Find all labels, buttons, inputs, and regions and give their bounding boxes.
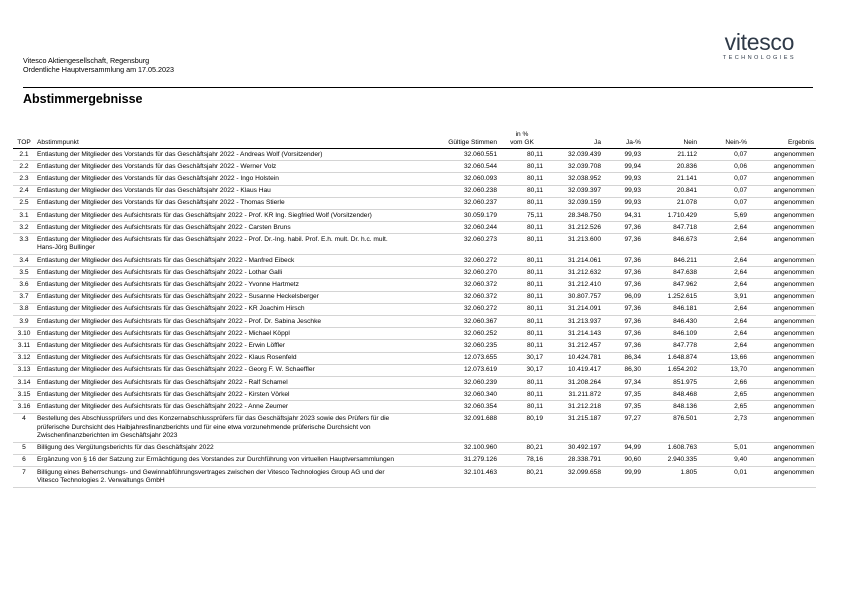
results-table	[13, 131, 816, 488]
cell-result: angenommen	[773, 199, 814, 207]
cell-item: Entlastung der Mitglieder des Aufsichtsrats für das Geschäftsjahr 2022 - Prof. Dr. Sabina Jeschke	[37, 317, 322, 325]
cell-result: angenommen	[773, 444, 814, 452]
cell-item: Entlastung der Mitglieder des Aufsichtsrats für das Geschäftsjahr 2022 - Prof. KR Ing. Siegfried Wolf (Vorsitzender)	[37, 211, 372, 219]
cell-no-pct: 5,69	[734, 211, 747, 219]
cell-valid: 32.060.340	[463, 390, 497, 398]
meeting-date: Ordentliche Hauptversammlung am 17.05.2023	[23, 65, 175, 74]
cell-no: 1.710.429	[667, 211, 697, 219]
cell-pct-gk: 80,11	[526, 199, 543, 207]
cell-yes-pct: 97,36	[624, 268, 641, 276]
cell-no: 846.211	[673, 256, 697, 264]
cell-item: Entlastung der Mitglieder des Vorstands für das Geschäftsjahr 2022 - Thomas Stierle	[37, 199, 285, 207]
cell-no-pct: 2,65	[734, 402, 747, 410]
cell-no: 20.841	[676, 187, 697, 195]
cell-yes: 31.215.187	[567, 415, 601, 423]
cell-item: Entlastung der Mitglieder des Aufsichtsrats für das Geschäftsjahr 2022 - Klaus Rosenfeld	[37, 354, 297, 362]
cell-item: Entlastung der Mitglieder des Aufsichtsrats für das Geschäftsjahr 2022 - KR Joachim Hirsch	[37, 305, 305, 313]
table-header-row	[13, 131, 816, 149]
cell-pct-gk: 80,11	[526, 162, 543, 170]
cell-yes-pct: 97,36	[624, 317, 641, 325]
cell-result: angenommen	[773, 456, 814, 464]
cell-valid: 32.060.272	[463, 256, 497, 264]
cell-result: angenommen	[773, 305, 814, 313]
cell-top: 3.14	[17, 378, 31, 386]
cell-no: 1.805	[680, 468, 697, 476]
cell-top: 2.2	[19, 162, 29, 170]
cell-pct-gk: 30,17	[526, 354, 543, 362]
cell-no: 846.109	[673, 329, 697, 337]
cell-no-pct: 2,64	[734, 280, 747, 288]
cell-item: Ergänzung von § 16 der Satzung zur Ermächtigung des Vorstandes zur Durchführung von virtuellen Hauptversammlungen	[37, 456, 394, 464]
cell-item: Billigung eines Beherrschungs- und Gewinnabführungsvertrages zwischen der Vitesco Technologies Group AG und der Vitesco Technologies 2. Verwaltungs GmbH	[37, 468, 385, 484]
cell-result: angenommen	[773, 211, 814, 219]
cell-yes: 10.424.781	[567, 354, 601, 362]
cell-no-pct: 2,65	[734, 390, 747, 398]
cell-valid: 32.060.372	[463, 280, 497, 288]
table-row	[13, 316, 816, 328]
cell-top: 5	[22, 444, 26, 452]
cell-top: 7	[22, 468, 26, 476]
cell-yes-pct: 97,34	[624, 378, 641, 386]
table-row	[13, 454, 816, 466]
cell-no: 848.468	[673, 390, 697, 398]
table-row	[13, 222, 816, 234]
cell-no-pct: 2,64	[734, 268, 747, 276]
company-info	[23, 56, 174, 74]
table-row	[13, 401, 816, 413]
cell-yes-pct: 97,35	[624, 402, 641, 410]
cell-top: 3.15	[17, 390, 31, 398]
cell-no: 2.940.335	[667, 456, 697, 464]
cell-yes: 31.212.457	[567, 341, 601, 349]
cell-yes-pct: 99,93	[624, 187, 641, 195]
cell-valid: 32.091.688	[463, 415, 497, 423]
cell-pct-gk: 80,19	[526, 415, 543, 423]
cell-item: Entlastung der Mitglieder des Aufsichtsrats für das Geschäftsjahr 2022 - Carsten Bruns	[37, 223, 291, 231]
cell-item: Entlastung der Mitglieder des Aufsichtsrats für das Geschäftsjahr 2022 - Kirsten Vörkel	[37, 390, 290, 398]
cell-yes-pct: 97,27	[624, 415, 641, 423]
cell-no-pct: 3,91	[734, 293, 747, 301]
cell-pct-gk: 80,11	[526, 402, 543, 410]
cell-item: Entlastung der Mitglieder des Vorstands für das Geschäftsjahr 2022 - Andreas Wolf (Vorsitzender)	[37, 150, 323, 158]
cell-item: Bestellung des Abschlussprüfers und des Konzernabschlussprüfers für das Geschäftsjahr 2023 sowie des Prüfers für die prüferische Durchsicht des Halbjahresfinanzberichts und für eine etwa vorzunehmende prüferische Durchsicht von Zwischenfinanzberichten im Geschäftsjahr 2023	[37, 415, 390, 439]
cell-top: 3.10	[17, 329, 31, 337]
cell-valid: 32.060.551	[463, 150, 497, 158]
cell-top: 6	[22, 456, 26, 464]
table-row	[13, 340, 816, 352]
col-header-top: TOP	[17, 139, 31, 146]
cell-result: angenommen	[773, 329, 814, 337]
table-row	[13, 389, 816, 401]
cell-yes-pct: 99,93	[624, 150, 641, 158]
cell-yes: 32.099.658	[567, 468, 601, 476]
cell-yes: 28.348.750	[567, 211, 601, 219]
cell-result: angenommen	[773, 415, 814, 423]
cell-yes: 32.038.952	[567, 174, 601, 182]
col-header-yes: Ja	[594, 139, 601, 146]
cell-top: 4	[22, 415, 26, 423]
cell-pct-gk: 80,21	[526, 444, 543, 452]
cell-yes-pct: 86,34	[624, 354, 641, 362]
cell-pct-gk: 80,11	[526, 223, 543, 231]
cell-item: Entlastung der Mitglieder des Aufsichtsrats für das Geschäftsjahr 2022 - Lothar Galli	[37, 268, 283, 276]
cell-pct-gk: 80,11	[526, 280, 543, 288]
cell-result: angenommen	[773, 256, 814, 264]
table-row	[13, 267, 816, 279]
cell-top: 3.13	[17, 366, 31, 374]
cell-yes: 30.807.757	[567, 293, 601, 301]
cell-yes-pct: 97,36	[624, 305, 641, 313]
cell-top: 2.5	[19, 199, 29, 207]
company-name: Vitesco Aktiengesellschaft, Regensburg	[23, 56, 150, 65]
cell-item: Entlastung der Mitglieder des Aufsichtsrats für das Geschäftsjahr 2022 - Georg F. W. Schaeffler	[37, 366, 315, 374]
col-header-no: Nein	[683, 139, 697, 146]
col-header-item: Abstimmpunkt	[37, 139, 79, 146]
cell-top: 3.16	[17, 402, 31, 410]
cell-no: 851.975	[673, 378, 697, 386]
cell-yes-pct: 90,60	[624, 456, 641, 464]
cell-pct-gk: 80,11	[526, 174, 543, 182]
cell-pct-gk: 80,21	[526, 468, 543, 476]
cell-no: 1.252.615	[667, 293, 697, 301]
cell-no: 847.718	[673, 223, 697, 231]
table-row	[13, 149, 816, 161]
cell-top: 3.2	[19, 223, 29, 231]
cell-top: 3.8	[19, 305, 29, 313]
cell-item: Entlastung der Mitglieder des Aufsichtsrats für das Geschäftsjahr 2022 - Prof. Dr.-Ing. habil. Prof. E.h. mult. Dr. h.c. mult. Hans-Jörg Bullinger	[37, 235, 388, 252]
col-header-valid: Gültige Stimmen	[448, 139, 497, 146]
cell-no-pct: 0,01	[734, 468, 747, 476]
col-header-pct-gk-line2: vom GK	[510, 139, 534, 146]
cell-valid: 32.060.239	[463, 378, 497, 386]
cell-pct-gk: 80,11	[526, 329, 543, 337]
cell-pct-gk: 80,11	[526, 256, 543, 264]
cell-no: 21.141	[676, 174, 697, 182]
cell-yes: 32.039.397	[567, 187, 601, 195]
table-row	[13, 291, 816, 303]
cell-yes: 31.211.872	[568, 390, 601, 398]
cell-pct-gk: 80,11	[526, 305, 543, 313]
vitesco-logo	[723, 30, 796, 61]
cell-no: 847.778	[673, 341, 697, 349]
table-row	[13, 364, 816, 376]
cell-pct-gk: 30,17	[526, 366, 543, 374]
table-row	[13, 173, 816, 185]
cell-no: 848.136	[673, 402, 697, 410]
cell-yes: 32.039.159	[567, 199, 601, 207]
cell-item: Entlastung der Mitglieder des Aufsichtsrats für das Geschäftsjahr 2022 - Ralf Schamel	[37, 378, 288, 386]
cell-pct-gk: 80,11	[526, 378, 543, 386]
cell-yes-pct: 99,93	[624, 199, 641, 207]
cell-pct-gk: 80,11	[526, 268, 543, 276]
cell-no-pct: 0,07	[734, 199, 747, 207]
cell-result: angenommen	[773, 366, 814, 374]
table-row	[13, 255, 816, 267]
cell-yes-pct: 99,94	[624, 162, 641, 170]
cell-no: 21.112	[677, 150, 697, 158]
cell-yes-pct: 97,35	[624, 390, 641, 398]
table-row	[13, 352, 816, 364]
cell-item: Entlastung der Mitglieder des Aufsichtsrats für das Geschäftsjahr 2022 - Anne Zeumer	[37, 402, 289, 410]
cell-item: Entlastung der Mitglieder des Aufsichtsrats für das Geschäftsjahr 2022 - Yvonne Hartmetz	[37, 280, 299, 288]
table-row	[13, 185, 816, 197]
header-divider	[23, 87, 813, 88]
cell-result: angenommen	[773, 402, 814, 410]
cell-yes: 10.419.417	[567, 366, 601, 374]
cell-yes: 31.214.091	[567, 305, 601, 313]
cell-yes-pct: 99,99	[624, 468, 641, 476]
table-row	[13, 467, 816, 488]
cell-pct-gk: 80,11	[526, 390, 543, 398]
cell-no-pct: 2,64	[734, 329, 747, 337]
cell-valid: 32.060.235	[463, 341, 497, 349]
cell-result: angenommen	[773, 390, 814, 398]
cell-no: 846.430	[673, 317, 697, 325]
page-title: Abstimmergebnisse	[23, 92, 143, 106]
cell-valid: 32.060.372	[463, 293, 497, 301]
cell-valid: 32.060.270	[463, 268, 497, 276]
cell-no-pct: 2,64	[734, 256, 747, 264]
cell-yes: 32.039.439	[567, 150, 601, 158]
cell-result: angenommen	[773, 317, 814, 325]
cell-yes-pct: 97,36	[624, 223, 641, 231]
table-row	[13, 303, 816, 315]
cell-no: 1.648.874	[667, 354, 697, 362]
cell-pct-gk: 78,16	[526, 456, 543, 464]
cell-valid: 32.060.238	[463, 187, 497, 195]
cell-result: angenommen	[773, 268, 814, 276]
cell-result: angenommen	[773, 293, 814, 301]
cell-item: Entlastung der Mitglieder des Vorstands für das Geschäftsjahr 2022 - Werner Volz	[37, 162, 277, 170]
cell-result: angenommen	[773, 280, 814, 288]
cell-yes: 31.212.218	[567, 402, 601, 410]
cell-no: 21.078	[676, 199, 697, 207]
cell-valid: 32.060.272	[463, 305, 497, 313]
cell-pct-gk: 80,11	[526, 293, 543, 301]
cell-top: 3.9	[19, 317, 29, 325]
cell-result: angenommen	[773, 162, 814, 170]
cell-no-pct: 0,06	[734, 162, 747, 170]
cell-yes: 31.208.264	[567, 378, 601, 386]
cell-result: angenommen	[773, 378, 814, 386]
col-header-yes-pct: Ja-%	[625, 139, 641, 146]
cell-no: 846.673	[673, 235, 697, 243]
cell-valid: 12.073.655	[463, 354, 497, 362]
table-row	[13, 234, 816, 255]
table-row	[13, 210, 816, 222]
cell-no-pct: 2,64	[734, 341, 747, 349]
cell-yes: 31.214.061	[567, 256, 601, 264]
cell-item: Entlastung der Mitglieder des Vorstands für das Geschäftsjahr 2022 - Ingo Holstein	[37, 174, 279, 182]
cell-no-pct: 2,64	[734, 235, 747, 243]
cell-item: Entlastung der Mitglieder des Aufsichtsrats für das Geschäftsjahr 2022 - Michael Köppl	[37, 329, 290, 337]
cell-yes-pct: 97,36	[624, 256, 641, 264]
cell-result: angenommen	[773, 150, 814, 158]
logo-wordmark: vitesco	[724, 29, 795, 55]
cell-result: angenommen	[773, 187, 814, 195]
cell-top: 3.7	[19, 293, 29, 301]
cell-valid: 32.060.093	[463, 174, 497, 182]
cell-result: angenommen	[773, 468, 814, 476]
cell-pct-gk: 80,11	[526, 150, 543, 158]
cell-top: 3.11	[17, 341, 31, 349]
cell-top: 3.5	[19, 268, 29, 276]
col-header-no-pct: Nein-%	[725, 139, 747, 146]
cell-no-pct: 2,64	[734, 317, 747, 325]
cell-yes: 31.212.526	[567, 223, 601, 231]
cell-no-pct: 9,40	[734, 456, 747, 464]
cell-top: 3.1	[19, 211, 29, 219]
cell-item: Entlastung der Mitglieder des Aufsichtsrats für das Geschäftsjahr 2022 - Manfred Eibeck	[37, 256, 295, 264]
cell-no-pct: 2,73	[734, 415, 747, 423]
cell-no: 847.962	[673, 280, 697, 288]
cell-yes: 28.338.791	[567, 456, 601, 464]
cell-valid: 32.060.544	[463, 162, 497, 170]
cell-no-pct: 2,64	[734, 223, 747, 231]
cell-valid: 32.060.244	[463, 223, 497, 231]
cell-valid: 31.279.126	[463, 456, 497, 464]
cell-valid: 32.060.252	[463, 329, 497, 337]
cell-yes-pct: 94,99	[624, 444, 641, 452]
cell-top: 2.4	[19, 187, 29, 195]
cell-result: angenommen	[773, 354, 814, 362]
cell-top: 2.3	[19, 174, 29, 182]
cell-top: 3.4	[19, 256, 29, 264]
cell-no: 846.181	[673, 305, 697, 313]
table-row	[13, 377, 816, 389]
cell-no-pct: 5,01	[734, 444, 747, 452]
cell-no-pct: 2,64	[734, 305, 747, 313]
cell-yes: 32.039.708	[567, 162, 601, 170]
cell-valid: 12.073.619	[463, 366, 497, 374]
cell-valid: 32.060.354	[463, 402, 497, 410]
col-header-pct-gk	[499, 131, 545, 149]
cell-result: angenommen	[773, 174, 814, 182]
cell-top: 3.6	[19, 280, 29, 288]
logo-subtitle: TECHNOLOGIES	[722, 55, 796, 61]
cell-valid: 30.059.179	[463, 211, 497, 219]
cell-valid: 32.060.237	[463, 199, 497, 207]
cell-yes-pct: 96,09	[624, 293, 641, 301]
cell-no-pct: 13,70	[730, 366, 747, 374]
cell-no-pct: 0,07	[734, 187, 747, 195]
cell-yes-pct: 99,93	[624, 174, 641, 182]
table-row	[13, 197, 816, 209]
cell-yes-pct: 97,36	[624, 329, 641, 337]
cell-top: 3.3	[19, 235, 29, 243]
cell-top: 3.12	[17, 354, 31, 362]
cell-top: 2.1	[19, 150, 29, 158]
cell-pct-gk: 80,11	[526, 341, 543, 349]
cell-no: 1.608.763	[667, 444, 697, 452]
cell-yes: 31.213.600	[567, 235, 601, 243]
cell-valid: 32.060.273	[463, 235, 497, 243]
cell-no-pct: 13,66	[730, 354, 747, 362]
cell-result: angenommen	[773, 341, 814, 349]
cell-yes: 31.212.410	[567, 280, 601, 288]
cell-no: 847.638	[673, 268, 697, 276]
cell-no-pct: 2,66	[734, 378, 747, 386]
cell-item: Entlastung der Mitglieder des Aufsichtsrats für das Geschäftsjahr 2022 - Erwin Löffler	[37, 341, 285, 349]
cell-item: Billigung des Vergütungsberichts für das Geschäftsjahr 2022	[37, 444, 214, 452]
cell-result: angenommen	[773, 235, 814, 243]
col-header-result: Ergebnis	[787, 139, 814, 146]
cell-yes-pct: 94,31	[624, 211, 641, 219]
table-row	[13, 328, 816, 340]
cell-yes: 31.214.143	[567, 329, 601, 337]
table-row	[13, 279, 816, 291]
cell-pct-gk: 80,11	[526, 317, 543, 325]
cell-no-pct: 0,07	[734, 174, 747, 182]
cell-yes: 31.213.937	[567, 317, 601, 325]
col-header-pct-gk-line1: in %	[515, 131, 529, 138]
cell-result: angenommen	[773, 223, 814, 231]
cell-yes-pct: 97,36	[624, 235, 641, 243]
cell-yes-pct: 97,36	[624, 341, 641, 349]
cell-pct-gk: 80,11	[526, 187, 543, 195]
cell-item: Entlastung der Mitglieder des Aufsichtsrats für das Geschäftsjahr 2022 - Susanne Heckelsberger	[37, 293, 319, 301]
table-row	[13, 413, 816, 442]
cell-valid: 32.060.367	[463, 317, 497, 325]
cell-pct-gk: 80,11	[526, 235, 543, 243]
cell-valid: 32.100.960	[463, 444, 497, 452]
cell-yes-pct: 97,36	[624, 280, 641, 288]
cell-no: 1.654.202	[667, 366, 697, 374]
cell-valid: 32.101.463	[463, 468, 497, 476]
cell-no: 20.836	[676, 162, 697, 170]
table-row	[13, 442, 816, 454]
cell-yes: 30.492.197	[567, 444, 601, 452]
cell-yes-pct: 86,30	[624, 366, 641, 374]
cell-no: 876.501	[673, 415, 697, 423]
cell-pct-gk: 75,11	[526, 211, 543, 219]
cell-item: Entlastung der Mitglieder des Vorstands für das Geschäftsjahr 2022 - Klaus Hau	[37, 187, 271, 195]
table-row	[13, 161, 816, 173]
cell-yes: 31.212.632	[567, 268, 601, 276]
cell-no-pct: 0,07	[734, 150, 747, 158]
